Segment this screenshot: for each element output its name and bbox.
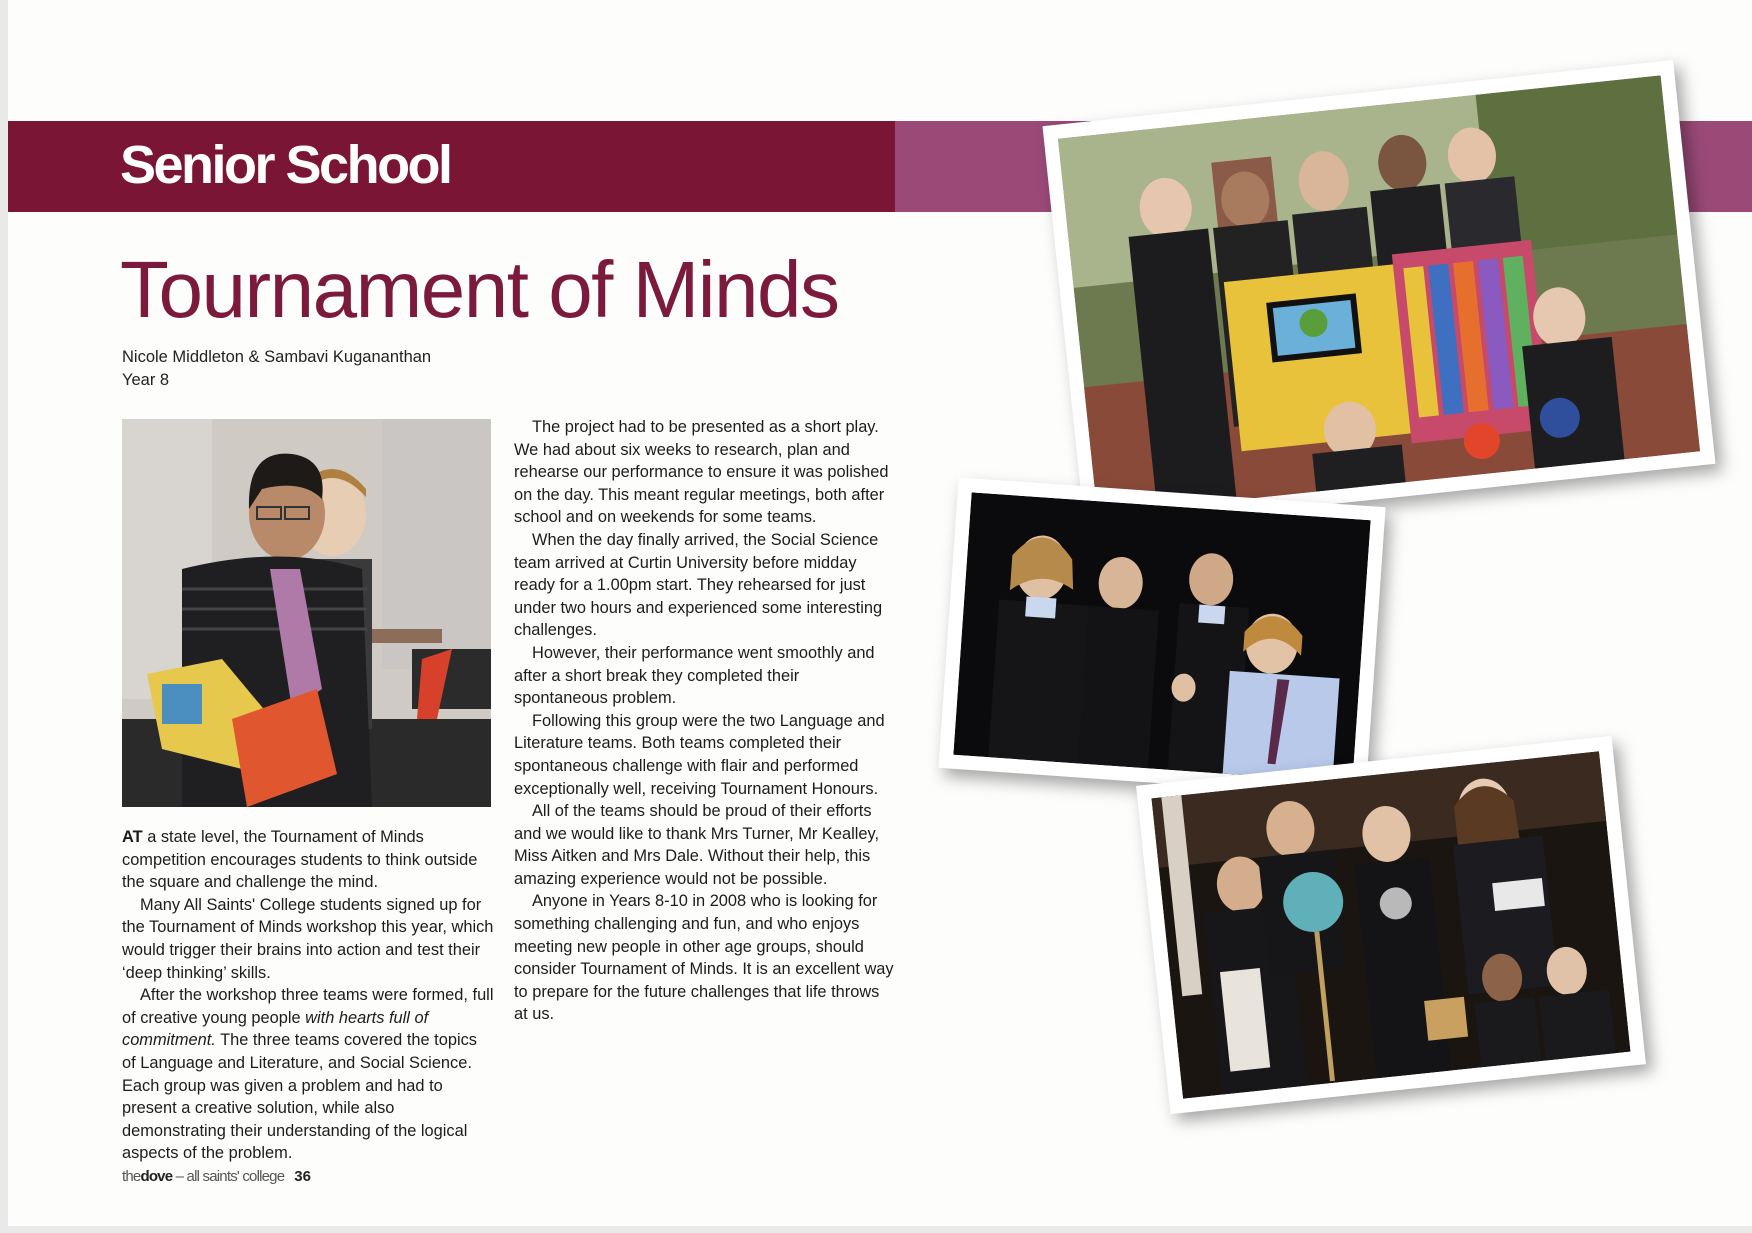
students-photo	[122, 419, 491, 807]
footer-brand-rest: – all saints' college	[172, 1168, 285, 1185]
article-headline: Tournament of Minds	[120, 245, 839, 334]
article-column-left	[122, 826, 494, 1165]
paragraph-3-start: After the workshop three teams were formed, full of creative young people	[122, 986, 494, 1027]
byline-authors: Nicole Middleton & Sambavi Kugananthan	[122, 348, 432, 366]
page-number: 36	[294, 1168, 311, 1185]
footer-brand-prefix: the	[122, 1168, 141, 1185]
section-title: Senior School	[120, 135, 451, 195]
footer-brand-name: dove	[140, 1168, 173, 1185]
byline	[122, 346, 431, 392]
lead-word: AT	[122, 828, 143, 846]
team-props-photo	[1136, 736, 1646, 1114]
paragraph-3-emphasis: with hearts full of commitment.	[122, 1008, 429, 1050]
paragraph-2: Many All Saints' College students signed up for the Tournament of Minds workshop this year, which would trigger their brains into action and test their ‘deep thinking’ skills.	[122, 895, 494, 982]
page-footer	[122, 1168, 311, 1185]
team-outdoor-photo	[1043, 60, 1716, 530]
paragraph-5: When the day finally arrived, the Social Science team arrived at Curtin University before midday ready for a 1.00pm start. They rehearsed for just under two hours and experienced some interesting challenges.	[514, 530, 883, 640]
paragraph-1-text: a state level, the Tournament of Minds competition encourages students to think outside the square and challenge the mind.	[122, 828, 478, 892]
paragraph-8: All of the teams should be proud of their efforts and we would like to thank Mrs Turner, Mr Kealley, Miss Aitken and Mrs Dale. Without their help, this amazing experience would not be possible.	[514, 802, 880, 888]
article-column-right	[514, 416, 894, 1026]
paragraph-4: The project had to be presented as a short play. We had about six weeks to research, plan and rehearse our performance to ensure it was polished on the day. This meant regular meetings, both after school and on weekends for some teams.	[514, 418, 889, 527]
students-uniform-photo	[938, 477, 1385, 797]
paragraph-1	[122, 826, 494, 894]
paragraph-3-end: The three teams covered the topics of Language and Literature, and Social Science. Each group was given a problem and had to present a creative solution, while also demonstrating their understanding of the logical aspects of the problem.	[122, 1031, 477, 1163]
byline-year: Year 8	[122, 371, 170, 389]
paragraph-6: However, their performance went smoothly and after a short break they completed their spontaneous problem.	[514, 643, 875, 708]
paragraph-9: Anyone in Years 8-10 in 2008 who is looking for something challenging and fun, and who enjoys meeting new people in other age groups, should consider Tournament of Minds. It is an excellent way to prepare for the future challenges that life throws at us.	[514, 892, 894, 1024]
paragraph-3	[122, 984, 494, 1165]
paragraph-7: Following this group were the two Language and Literature teams. Both teams completed their spontaneous challenge with flair and performed exceptionally well, receiving Tournament Honours.	[514, 711, 885, 798]
